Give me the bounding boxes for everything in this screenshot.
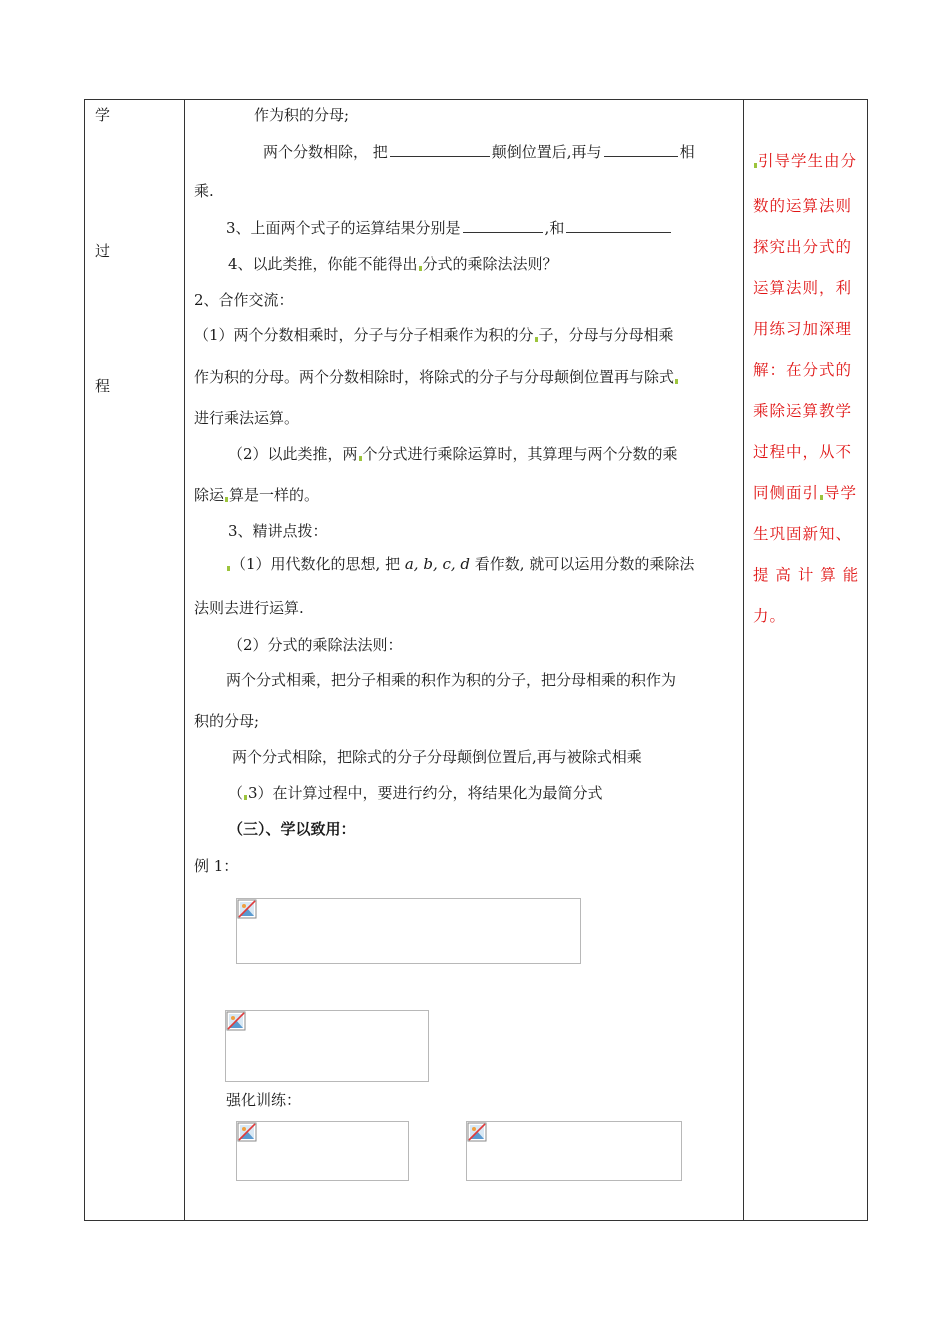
text-line: （1）两个分数相乘时，分子与分子相乘作为积的分 子，分母与分母相乘 bbox=[194, 326, 674, 344]
text-line: 进行乘法运算。 bbox=[194, 409, 300, 427]
text-line: 3、上面两个式子的运算结果分别是 ,和 bbox=[226, 217, 673, 238]
note-line: 解：在分式的 bbox=[753, 361, 853, 379]
margin-mark bbox=[227, 566, 230, 571]
text-line: 除运 算是一样的。 bbox=[194, 486, 320, 504]
note-line: 提 高 计 算 能 bbox=[753, 566, 860, 584]
rule-text-line: 两个分式相乘，把分子相乘的积作为积的分子，把分母相乘的积作为 bbox=[226, 671, 677, 689]
stage-column bbox=[85, 100, 185, 1220]
margin-mark bbox=[754, 163, 757, 168]
exercise-image bbox=[466, 1121, 682, 1181]
margin-mark bbox=[244, 795, 247, 800]
example-image bbox=[236, 898, 581, 964]
section-heading: 2、合作交流： bbox=[194, 291, 294, 309]
margin-mark bbox=[359, 456, 362, 461]
stage-char-guo: 过 bbox=[95, 242, 111, 260]
note-line: 力。 bbox=[753, 607, 787, 625]
note-line: 数的运算法则 bbox=[753, 197, 853, 215]
rule-text-line: 两个分式相除，把除式的分子分母颠倒位置后,再与被除式相乘 bbox=[232, 748, 642, 766]
broken-image-icon bbox=[226, 1011, 246, 1031]
broken-image-icon bbox=[467, 1122, 487, 1142]
text-line: 乘. bbox=[194, 182, 214, 200]
margin-mark bbox=[820, 495, 823, 500]
fill-blank bbox=[604, 141, 678, 157]
fill-blank bbox=[566, 217, 671, 233]
design-intent-column bbox=[743, 100, 867, 1220]
margin-mark bbox=[675, 379, 678, 384]
margin-mark bbox=[225, 497, 228, 502]
text-line: （2）分式的乘除法法则： bbox=[228, 636, 403, 654]
text-line: 积的分母; bbox=[194, 712, 260, 730]
note-line: 探究出分式的 bbox=[753, 238, 853, 256]
text-line: （ 3）在计算过程中，要进行约分，将结果化为最简分式 bbox=[228, 784, 603, 802]
exercise-label: 强化训练： bbox=[226, 1091, 302, 1109]
margin-mark bbox=[535, 337, 538, 342]
broken-image-icon bbox=[237, 899, 257, 919]
note-line: 用练习加深理 bbox=[753, 320, 853, 338]
fill-blank bbox=[390, 141, 490, 157]
note-line: 同侧面引 导学 bbox=[753, 484, 858, 502]
example-label: 例 1： bbox=[194, 857, 239, 875]
text-line: （2）以此类推，两 个分式进行乘除运算时，其算理与两个分数的乘 bbox=[228, 445, 678, 463]
fill-blank bbox=[463, 217, 543, 233]
text-line: 两个分数相除， 把 颠倒位置后,再与 相 bbox=[263, 143, 695, 161]
text-line: 法则去进行运算. bbox=[194, 599, 304, 617]
note-line: 运算法则，利 bbox=[753, 279, 853, 297]
stage-char-cheng: 程 bbox=[95, 377, 111, 395]
note-line: 引导学生由分 bbox=[753, 149, 857, 171]
exercise-image bbox=[236, 1121, 409, 1181]
text-line: 作为积的分母。两个分数相除时，将除式的分子与分母颠倒位置再与除式 bbox=[194, 366, 679, 387]
text-line: （1）用代数化的思想, 把 a, b, c, d 看作数, 就可以运用分数的乘除法 bbox=[226, 553, 694, 574]
example-image bbox=[225, 1010, 429, 1082]
section-heading: 3、精讲点拨： bbox=[228, 522, 328, 540]
text-line: 4、以此类推，你能不能得出 分式的乘除法法则？ bbox=[228, 255, 558, 273]
note-line: 过程中，从不 bbox=[753, 443, 853, 461]
stage-char-xue: 学 bbox=[95, 106, 111, 124]
note-line: 生巩固新知、 bbox=[753, 525, 853, 543]
note-line: 乘除运算教学 bbox=[753, 402, 853, 420]
margin-mark bbox=[419, 266, 422, 271]
section-heading: （三）、学以致用： bbox=[228, 820, 356, 838]
broken-image-icon bbox=[237, 1122, 257, 1142]
text-line: 作为积的分母; bbox=[254, 106, 350, 124]
